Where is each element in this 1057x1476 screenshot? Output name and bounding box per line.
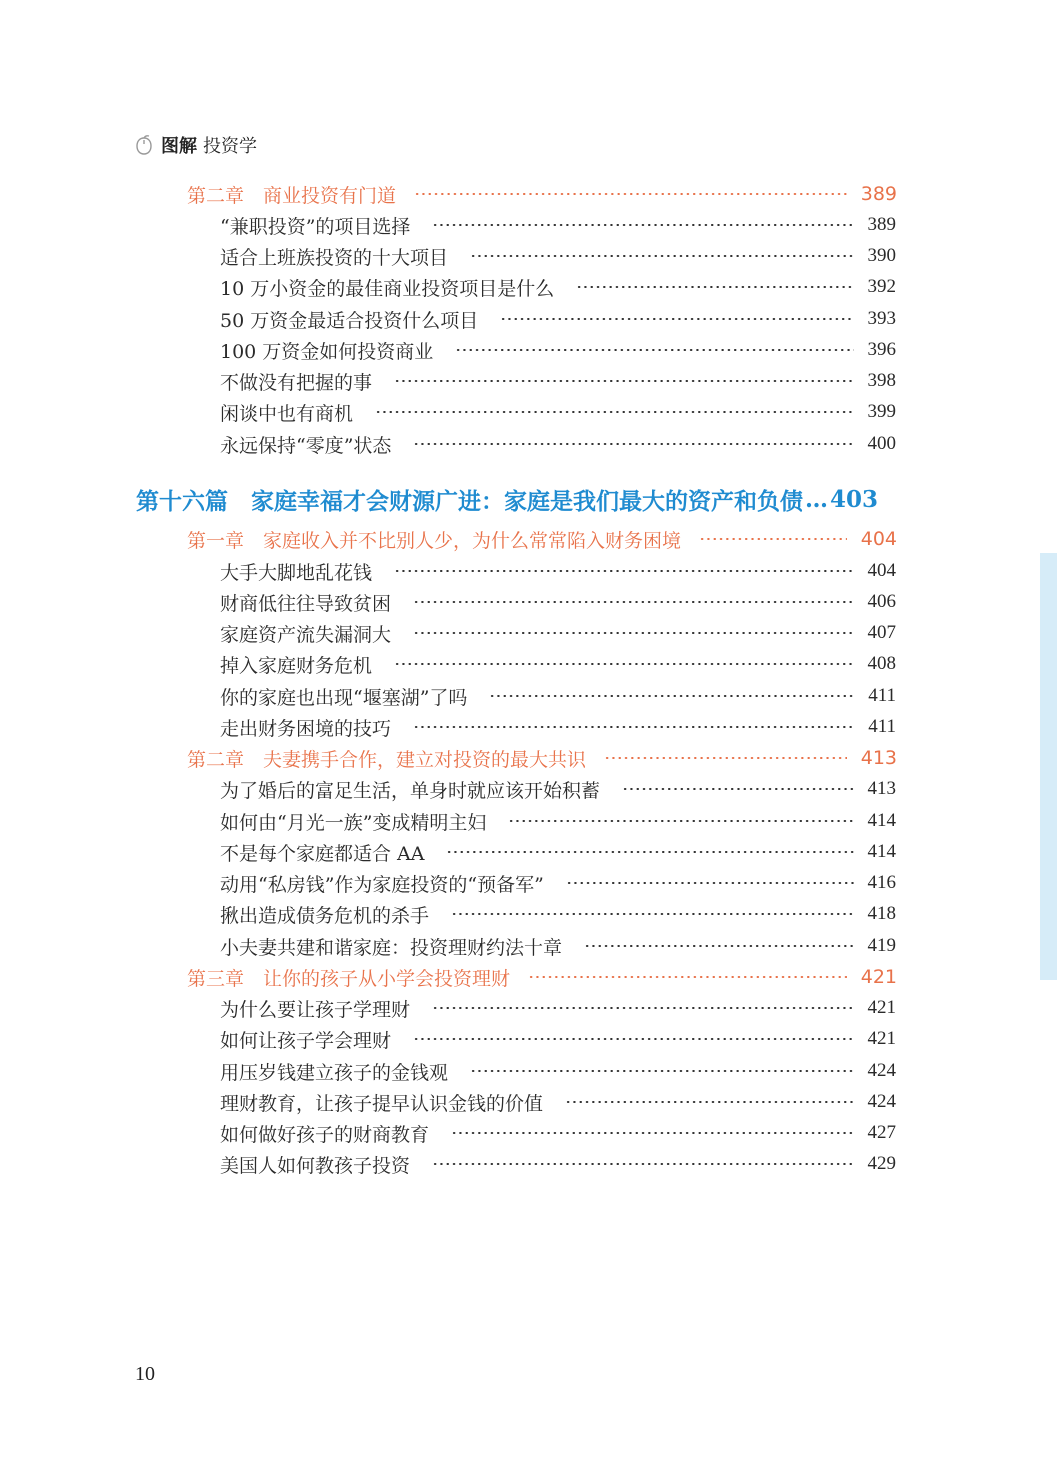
toc-page-number: 396	[867, 339, 896, 360]
toc-page-number: 389	[867, 214, 896, 235]
toc-page-number: 421	[860, 966, 897, 988]
leader-dots	[622, 788, 853, 790]
toc-page-number: 400	[867, 433, 896, 454]
toc-entry-title: 为了婚后的富足生活，单身时就应该开始积蓄	[220, 779, 601, 802]
toc-entry	[220, 588, 896, 616]
toc-entry	[220, 1119, 896, 1147]
toc-entry-title: 永远保持“零度”状态	[220, 434, 392, 457]
toc-entry	[220, 838, 896, 866]
toc-chapter-title: 第二章 商业投资有门道	[187, 184, 397, 207]
toc-entry	[220, 1088, 896, 1116]
toc-entry	[220, 807, 896, 835]
leader-dots	[446, 851, 853, 853]
toc-entry-title: 为什么要让孩子学理财	[220, 998, 411, 1021]
toc-entry	[220, 994, 896, 1022]
toc-entry-title: 如何做好孩子的财商教育	[220, 1123, 430, 1146]
toc-page-number: 424	[867, 1091, 896, 1112]
toc-page-number: 404	[867, 560, 896, 581]
leader-dots	[413, 601, 853, 603]
leader-dots	[432, 1007, 853, 1009]
toc-page-number: 398	[867, 370, 896, 391]
toc-entry	[220, 430, 896, 458]
toc-entry	[220, 211, 896, 239]
toc-entry	[220, 557, 896, 585]
leader-dots	[584, 945, 853, 947]
toc-entry	[220, 619, 896, 647]
leader-dots	[500, 318, 853, 320]
leader-dots	[413, 632, 853, 634]
toc-entry-title: 如何让孩子学会理财	[220, 1029, 392, 1052]
toc-entry	[220, 367, 896, 395]
toc-entry	[220, 932, 896, 960]
leader-dots	[394, 570, 853, 572]
toc-page-number: 413	[860, 747, 897, 769]
toc-entry-title: 走出财务困境的技巧	[220, 717, 392, 740]
toc-chapter-title: 第二章 夫妻携手合作，建立对投资的最大共识	[187, 748, 587, 771]
leader-dots	[455, 349, 853, 351]
toc-page-number: 399	[867, 401, 896, 422]
toc-entry	[220, 273, 896, 301]
toc-page-number: 408	[867, 653, 896, 674]
toc-page-number: 403	[830, 485, 879, 513]
page-number: 10	[135, 1363, 155, 1385]
toc-chapter	[187, 963, 897, 991]
toc-chapter-title: 第三章 让你的孩子从小学会投资理财	[187, 967, 511, 990]
leader-dots	[394, 380, 853, 382]
toc-entry-title: 掉入家庭财务危机	[220, 654, 373, 677]
toc-chapter	[187, 180, 897, 208]
toc-entry-title: 闲谈中也有商机	[220, 402, 354, 425]
toc-chapter	[187, 744, 897, 772]
leader-dots	[413, 726, 854, 728]
leader-dots	[432, 1163, 853, 1165]
leader-dots	[432, 224, 853, 226]
toc-entry-title: 动用“私房钱”作为家庭投资的“预备军”	[220, 873, 544, 896]
running-head	[133, 131, 257, 159]
toc-entry	[220, 682, 896, 710]
toc-page-number: 404	[860, 528, 897, 550]
leader-dots	[566, 882, 854, 884]
book-title-bold: 图解	[161, 136, 197, 157]
leader-dots	[576, 286, 853, 288]
toc-entry-title: 大手大脚地乱花钱	[220, 561, 373, 584]
toc-page-number: 413	[867, 778, 896, 799]
toc-page-number: 424	[867, 1060, 896, 1081]
toc-entry-title: 不做没有把握的事	[220, 371, 373, 394]
leader-dots	[528, 976, 847, 978]
toc-entry-title: 适合上班族投资的十大项目	[220, 246, 449, 269]
toc-page-number: 421	[867, 997, 896, 1018]
toc-page-number: 429	[867, 1153, 896, 1174]
toc-chapter	[187, 525, 897, 553]
toc-entry-title: 理财教育，让孩子提早认识金钱的价值	[220, 1092, 544, 1115]
toc-page-number: 421	[867, 1028, 896, 1049]
toc-entry	[220, 869, 896, 897]
toc-page-number: 411	[868, 716, 896, 737]
leader-dots	[414, 193, 847, 195]
toc-entry-title: 50 万资金最适合投资什么项目	[220, 309, 479, 332]
leader-dots	[413, 1038, 853, 1040]
side-tab	[1040, 553, 1057, 980]
leader-dots	[565, 1101, 853, 1103]
toc-page-number: 427	[867, 1122, 896, 1143]
toc-entry	[220, 775, 896, 803]
toc-page-number: 406	[867, 591, 896, 612]
toc-entry	[220, 242, 896, 270]
toc-entry	[220, 900, 896, 928]
leader-dots	[394, 663, 853, 665]
leader-dots	[375, 411, 853, 413]
toc-entry-title: 美国人如何教孩子投资	[220, 1154, 411, 1177]
toc-page-number: 414	[867, 841, 896, 862]
toc-entry	[220, 305, 896, 333]
leader-dots	[604, 757, 847, 759]
toc-entry	[220, 398, 896, 426]
leader-dots	[451, 913, 853, 915]
toc-entry-title: 用压岁钱建立孩子的金钱观	[220, 1061, 449, 1084]
toc-part-heading	[136, 482, 898, 516]
toc-entry	[220, 1150, 896, 1178]
toc-page-number: 418	[867, 903, 896, 924]
toc-entry-title: 100 万资金如何投资商业	[220, 340, 434, 363]
toc-entry-title: 揪出造成债务危机的杀手	[220, 904, 430, 927]
toc-entry	[220, 1025, 896, 1053]
toc-entry-title: 小夫妻共建和谐家庭：投资理财约法十章	[220, 936, 563, 959]
toc-entry-title: 财商低往往导致贫困	[220, 592, 392, 615]
leader-dots	[451, 1132, 853, 1134]
toc-part-ellipsis: …	[805, 485, 828, 513]
toc-entry	[220, 650, 896, 678]
leader-dots	[470, 255, 853, 257]
toc-page-number: 416	[867, 872, 896, 893]
toc-chapter-title: 第一章 家庭收入并不比别人少，为什么常常陷入财务困境	[187, 529, 682, 552]
toc-page-number: 407	[867, 622, 896, 643]
toc-entry-title: 如何由“月光一族”变成精明主妇	[220, 811, 487, 834]
leader-dots	[699, 538, 847, 540]
toc-entry-title: 你的家庭也出现“堰塞湖”了吗	[220, 686, 468, 709]
toc-page-number: 389	[860, 183, 897, 205]
toc-page-number: 390	[867, 245, 896, 266]
toc-part-title: 第十六篇 家庭幸福才会财源广进：家庭是我们最大的资产和负债	[136, 487, 803, 515]
toc-page-number: 411	[868, 685, 896, 706]
leader-dots	[489, 695, 854, 697]
toc-entry	[220, 713, 896, 741]
toc-page-number: 393	[867, 308, 896, 329]
toc-page-number: 414	[867, 810, 896, 831]
leader-dots	[470, 1070, 853, 1072]
toc-entry-title: 不是每个家庭都适合 AA	[220, 842, 425, 865]
mouse-icon	[133, 134, 155, 156]
toc-entry	[220, 1057, 896, 1085]
toc-page-number: 419	[867, 935, 896, 956]
toc-entry-title: 家庭资产流失漏洞大	[220, 623, 392, 646]
leader-dots	[508, 820, 853, 822]
toc-page-number: 392	[867, 276, 896, 297]
toc-entry-title: 10 万小资金的最佳商业投资项目是什么	[220, 277, 555, 300]
toc-entry-title: “兼职投资”的项目选择	[220, 215, 411, 238]
leader-dots	[413, 443, 853, 445]
book-title: 投资学	[203, 136, 257, 157]
toc-entry	[220, 336, 896, 364]
